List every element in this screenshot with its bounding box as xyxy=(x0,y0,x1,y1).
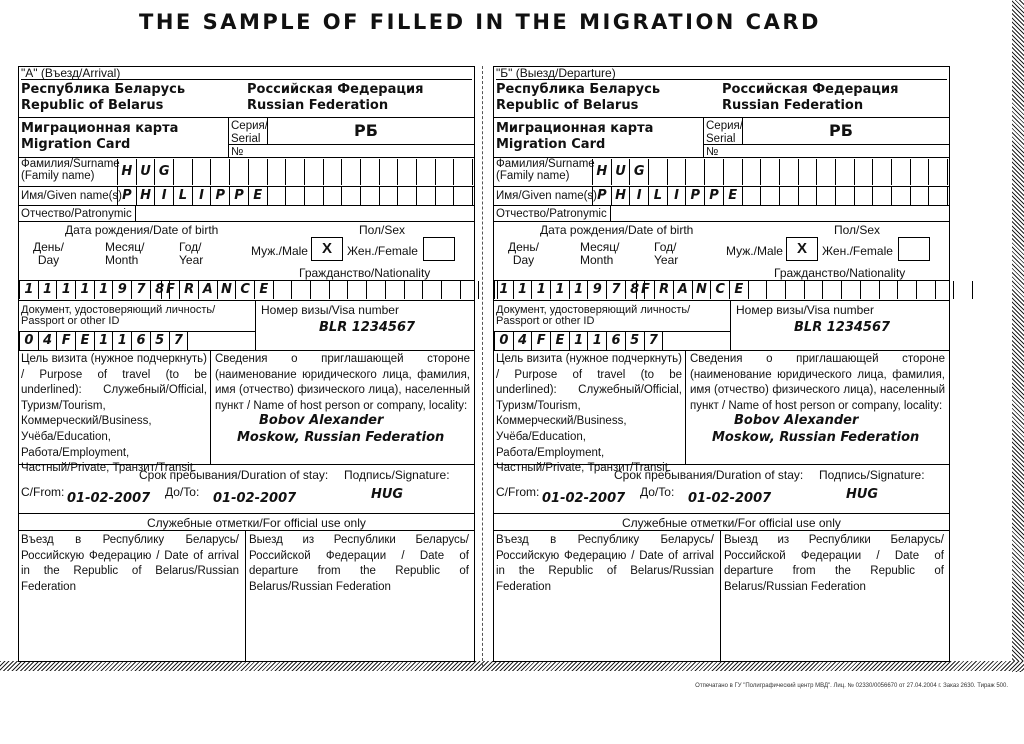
char-cell[interactable] xyxy=(836,159,855,185)
char-cell[interactable] xyxy=(855,186,874,205)
char-cell[interactable]: 1 xyxy=(495,281,514,299)
char-cell[interactable] xyxy=(668,159,687,185)
char-cell[interactable] xyxy=(286,159,305,185)
char-cell[interactable]: H xyxy=(137,186,156,205)
nationality-label: Гражданство/Nationality xyxy=(774,266,906,280)
char-cell[interactable] xyxy=(892,186,911,205)
host-name: Bobov Alexander xyxy=(734,413,859,428)
exit-date-box[interactable]: Выезд из Республики Беларусь/Российской Федерации / Date of departure from the Republic of Belarus/Russian Federation xyxy=(249,534,469,593)
char-cell[interactable] xyxy=(823,281,842,299)
male-checkbox[interactable]: X xyxy=(786,237,818,261)
char-cell[interactable]: P xyxy=(593,186,612,205)
char-cell[interactable]: N xyxy=(218,281,237,299)
char-cell[interactable]: C xyxy=(236,281,255,299)
day-label: День/ Day xyxy=(33,240,65,267)
host-text: Сведения о приглашающей стороне (наименование юридического лица, фамилия, имя (отчество) физического лица), населенный пункт / Name of host person or company, locality: xyxy=(215,353,470,412)
char-cell[interactable] xyxy=(892,159,911,185)
serial-value: РБ xyxy=(354,121,378,140)
exit-date-box[interactable]: Выезд из Республики Беларусь/Российской Федерации / Date of departure from the Republic of Belarus/Russian Federation xyxy=(724,534,944,593)
char-cell[interactable] xyxy=(898,281,917,299)
char-cell[interactable] xyxy=(749,281,768,299)
char-cell[interactable] xyxy=(305,186,324,205)
issuer-block: Республика Беларусь Republic of Belarus xyxy=(21,82,186,113)
rule-line xyxy=(19,300,474,301)
char-cell[interactable] xyxy=(929,159,948,185)
visa-label: Номер визы/Visa number xyxy=(261,303,399,317)
char-cell[interactable] xyxy=(398,186,417,205)
char-cell[interactable] xyxy=(305,159,324,185)
char-cell[interactable]: 1 xyxy=(95,331,114,350)
rule-line xyxy=(703,117,704,157)
char-cell[interactable]: 1 xyxy=(113,331,132,350)
from-date: 01-02-2007 xyxy=(67,491,151,506)
surname-cells xyxy=(117,159,473,185)
from-date: 01-02-2007 xyxy=(542,491,626,506)
char-cell[interactable] xyxy=(274,281,293,299)
visa-number: BLR 1234567 xyxy=(794,320,891,335)
dob-label: Дата рождения/Date of birth xyxy=(540,223,694,237)
char-cell[interactable] xyxy=(454,159,473,185)
char-cell[interactable] xyxy=(743,159,762,185)
rule-line xyxy=(245,530,246,661)
char-cell[interactable] xyxy=(873,186,892,205)
char-cell[interactable] xyxy=(268,186,287,205)
rule-line xyxy=(494,464,949,465)
official-use-label: Служебные отметки/For official use only xyxy=(622,516,841,530)
char-cell[interactable]: E xyxy=(730,281,749,299)
rule-line xyxy=(494,117,949,118)
char-cell[interactable]: E xyxy=(551,331,570,350)
char-cell[interactable]: 9 xyxy=(588,281,607,299)
char-cell[interactable] xyxy=(855,159,874,185)
rule-line xyxy=(720,530,721,661)
char-cell[interactable]: 5 xyxy=(626,331,645,350)
rule-line xyxy=(228,117,229,157)
char-cell[interactable]: F xyxy=(57,331,76,350)
char-cell[interactable] xyxy=(342,186,361,205)
char-cell[interactable]: 1 xyxy=(551,281,570,299)
char-cell[interactable]: P xyxy=(686,186,705,205)
char-cell[interactable] xyxy=(330,281,349,299)
signature-value: HUG xyxy=(371,487,404,502)
char-cell[interactable] xyxy=(461,281,480,299)
char-cell[interactable] xyxy=(743,186,762,205)
to-label: До/To: xyxy=(165,485,200,499)
char-cell[interactable]: 9 xyxy=(113,281,132,299)
given-name-label: Имя/Given name(s) xyxy=(496,190,598,202)
char-cell[interactable] xyxy=(324,159,343,185)
char-cell[interactable]: N xyxy=(693,281,712,299)
id-label: Документ, удостоверяющий личность/ Passport or other ID xyxy=(21,304,216,327)
char-cell[interactable]: 1 xyxy=(514,281,533,299)
entry-date-box[interactable]: Въезд в Республику Беларусь/Российскую Федерацию / Date of arrival in the Republic of Belarus/Russian Federation xyxy=(496,534,714,593)
char-cell[interactable] xyxy=(724,159,743,185)
char-cell[interactable] xyxy=(268,159,287,185)
char-cell[interactable] xyxy=(767,281,786,299)
rule-line xyxy=(19,350,474,351)
char-cell[interactable]: E xyxy=(76,331,95,350)
char-cell[interactable]: P xyxy=(230,186,249,205)
char-cell[interactable] xyxy=(442,281,461,299)
to-date: 01-02-2007 xyxy=(213,491,297,506)
id-cells xyxy=(19,331,188,350)
char-cell[interactable]: I xyxy=(193,186,212,205)
char-cell[interactable]: L xyxy=(649,186,668,205)
purpose-text: Цель визита (нужное подчеркнуть) / Purpose of travel (to be underlined): Служебный/Official, Туризм/Tourism, Коммерческий/Business, Учёба/Education, Работа/Employment, Частный/Private, Транзит/Transit xyxy=(496,353,682,475)
char-cell[interactable] xyxy=(880,281,899,299)
given-name-cells xyxy=(117,186,473,205)
char-cell[interactable] xyxy=(348,281,367,299)
char-cell[interactable]: F xyxy=(532,331,551,350)
host-name: Bobov Alexander xyxy=(259,413,384,428)
visa-label: Номер визы/Visa number xyxy=(736,303,874,317)
char-cell[interactable]: 1 xyxy=(588,331,607,350)
signature-label: Подпись/Signature: xyxy=(819,468,925,482)
char-cell[interactable]: 1 xyxy=(20,281,39,299)
char-cell[interactable]: 1 xyxy=(532,281,551,299)
month-label: Месяц/ Month xyxy=(580,240,620,267)
female-label: Жен./Female xyxy=(347,244,418,258)
char-cell[interactable] xyxy=(361,186,380,205)
char-cell[interactable] xyxy=(911,186,930,205)
char-cell[interactable]: C xyxy=(711,281,730,299)
nationality-cells xyxy=(161,281,498,299)
rule-line xyxy=(742,117,743,144)
char-cell[interactable]: 1 xyxy=(76,281,95,299)
sex-label: Пол/Sex xyxy=(359,223,406,237)
rule-line xyxy=(267,117,268,144)
serial-value: РБ xyxy=(829,121,853,140)
char-cell[interactable] xyxy=(324,186,343,205)
char-cell[interactable]: 7 xyxy=(132,281,151,299)
number-label: № xyxy=(706,146,719,158)
serial-label: Серия/ Serial xyxy=(231,120,268,145)
female-checkbox[interactable] xyxy=(898,237,930,261)
rule-line xyxy=(494,205,949,206)
char-cell[interactable]: P xyxy=(705,186,724,205)
char-cell[interactable] xyxy=(780,186,799,205)
char-cell[interactable] xyxy=(761,186,780,205)
char-cell[interactable]: E xyxy=(249,186,268,205)
surname-label: Фамилия/Surname (Family name) xyxy=(496,158,595,182)
char-cell[interactable]: 6 xyxy=(132,331,151,350)
dob-cells xyxy=(494,281,645,299)
char-cell[interactable] xyxy=(929,186,948,205)
rule-line xyxy=(19,205,474,206)
char-cell[interactable] xyxy=(417,186,436,205)
surname-cells xyxy=(592,159,948,185)
host-text: Сведения о приглашающей стороне (наименование юридического лица, фамилия, имя (отчество) физического лица), населенный пункт / Name of host person or company, locality: xyxy=(690,353,945,412)
char-cell[interactable] xyxy=(286,186,305,205)
char-cell[interactable]: 6 xyxy=(607,331,626,350)
number-label: № xyxy=(231,146,244,158)
to-label: До/To: xyxy=(640,485,675,499)
card-header: "Б" (Выезд/Departure) xyxy=(496,67,947,80)
card-header: "A" (Въезд/Arrival) xyxy=(21,67,472,80)
char-cell[interactable] xyxy=(761,159,780,185)
nationality-cells xyxy=(636,281,973,299)
card-type: Миграционная карта Migration Card xyxy=(496,121,654,152)
host-locality: Moskow, Russian Federation xyxy=(237,430,445,445)
card-arrival xyxy=(18,66,475,662)
rule-line xyxy=(494,300,949,301)
char-cell[interactable]: R xyxy=(655,281,674,299)
char-cell[interactable]: 7 xyxy=(645,331,664,350)
char-cell[interactable]: L xyxy=(174,186,193,205)
char-cell[interactable] xyxy=(836,186,855,205)
char-cell[interactable]: 1 xyxy=(95,281,114,299)
official-use-label: Служебные отметки/For official use only xyxy=(147,516,366,530)
char-cell[interactable] xyxy=(230,159,249,185)
female-checkbox[interactable] xyxy=(423,237,455,261)
char-cell[interactable] xyxy=(936,281,955,299)
rule-line xyxy=(494,513,949,514)
char-cell[interactable] xyxy=(367,281,386,299)
char-cell[interactable] xyxy=(249,159,268,185)
rule-line xyxy=(19,221,474,222)
print-footer: Отпечатано в ГУ "Полиграфический центр МВД". Лиц. № 02330/0056670 от 27.04.2004 г. Заказ 2630. Тираж 500. xyxy=(695,683,1008,689)
char-cell[interactable] xyxy=(454,186,473,205)
char-cell[interactable] xyxy=(705,159,724,185)
given-name-label: Имя/Given name(s) xyxy=(21,190,123,202)
rule-line xyxy=(19,513,474,514)
nationality-label: Гражданство/Nationality xyxy=(299,266,431,280)
visa-number: BLR 1234567 xyxy=(319,320,416,335)
char-cell[interactable] xyxy=(799,186,818,205)
char-cell[interactable] xyxy=(805,281,824,299)
char-cell[interactable] xyxy=(380,159,399,185)
issuer-block: Республика Беларусь Republic of Belarus xyxy=(496,82,661,113)
char-cell[interactable]: 8 xyxy=(151,281,170,299)
char-cell[interactable]: A xyxy=(674,281,693,299)
rule-line xyxy=(730,300,731,350)
serial-label: Серия/ Serial xyxy=(706,120,743,145)
rule-line xyxy=(19,117,474,118)
char-cell[interactable] xyxy=(211,159,230,185)
char-cell[interactable]: F xyxy=(162,281,181,299)
char-cell[interactable] xyxy=(342,159,361,185)
char-cell[interactable]: G xyxy=(630,159,649,185)
patronymic-label: Отчество/Patronymic xyxy=(21,208,132,220)
month-label: Месяц/ Month xyxy=(105,240,145,267)
char-cell[interactable] xyxy=(423,281,442,299)
char-cell[interactable]: P xyxy=(211,186,230,205)
char-cell[interactable] xyxy=(417,159,436,185)
char-cell[interactable]: 1 xyxy=(39,281,58,299)
char-cell[interactable] xyxy=(780,159,799,185)
rule-line xyxy=(255,300,256,350)
rule-line xyxy=(210,350,211,464)
year-label: Год/ Year xyxy=(654,240,679,267)
char-cell[interactable]: 0 xyxy=(495,331,514,350)
char-cell[interactable]: H xyxy=(593,159,612,185)
char-cell[interactable]: U xyxy=(137,159,156,185)
char-cell[interactable]: U xyxy=(612,159,631,185)
rule-line xyxy=(610,205,611,221)
male-checkbox[interactable]: X xyxy=(311,237,343,261)
dob-cells xyxy=(19,281,170,299)
char-cell[interactable] xyxy=(292,281,311,299)
char-cell[interactable] xyxy=(398,159,417,185)
char-cell[interactable] xyxy=(799,159,818,185)
char-cell[interactable]: 5 xyxy=(151,331,170,350)
char-cell[interactable] xyxy=(817,159,836,185)
char-cell[interactable] xyxy=(917,281,936,299)
char-cell[interactable] xyxy=(954,281,973,299)
rule-line xyxy=(494,221,949,222)
rule-line xyxy=(494,350,949,351)
year-label: Год/ Year xyxy=(179,240,204,267)
char-cell[interactable]: 7 xyxy=(607,281,626,299)
char-cell[interactable]: I xyxy=(155,186,174,205)
rule-line xyxy=(19,464,474,465)
char-cell[interactable]: 1 xyxy=(570,281,589,299)
stay-label: Срок пребывания/Duration of stay: xyxy=(614,468,804,482)
federation-block: Российская Федерация Russian Federation xyxy=(722,82,899,113)
card-type: Миграционная карта Migration Card xyxy=(21,121,179,152)
dob-label: Дата рождения/Date of birth xyxy=(65,223,219,237)
char-cell[interactable] xyxy=(193,159,212,185)
char-cell[interactable] xyxy=(842,281,861,299)
from-label: С/From: xyxy=(496,485,540,499)
rule-line xyxy=(19,530,474,531)
char-cell[interactable]: 0 xyxy=(20,331,39,350)
day-label: День/ Day xyxy=(508,240,540,267)
rule-line xyxy=(685,350,686,464)
char-cell[interactable]: 4 xyxy=(39,331,58,350)
sex-label: Пол/Sex xyxy=(834,223,881,237)
char-cell[interactable]: P xyxy=(118,186,137,205)
char-cell[interactable] xyxy=(911,159,930,185)
card-departure xyxy=(493,66,950,662)
char-cell[interactable]: F xyxy=(637,281,656,299)
from-label: С/From: xyxy=(21,485,65,499)
perforated-edge xyxy=(1012,0,1024,672)
char-cell[interactable]: 4 xyxy=(514,331,533,350)
given-name-cells xyxy=(592,186,948,205)
to-date: 01-02-2007 xyxy=(688,491,772,506)
char-cell[interactable]: 1 xyxy=(57,281,76,299)
char-cell[interactable] xyxy=(380,186,399,205)
char-cell[interactable]: G xyxy=(155,159,174,185)
char-cell[interactable] xyxy=(649,159,668,185)
perforated-bottom-edge xyxy=(0,661,1024,671)
entry-date-box[interactable]: Въезд в Республику Беларусь/Российскую Федерацию / Date of arrival in the Republic of Belarus/Russian Federation xyxy=(21,534,239,593)
char-cell[interactable]: 8 xyxy=(626,281,645,299)
char-cell[interactable]: R xyxy=(180,281,199,299)
char-cell[interactable]: A xyxy=(199,281,218,299)
char-cell[interactable] xyxy=(786,281,805,299)
char-cell[interactable] xyxy=(873,159,892,185)
char-cell[interactable]: H xyxy=(118,159,137,185)
male-label: Муж./Male xyxy=(726,244,783,258)
char-cell[interactable] xyxy=(311,281,330,299)
char-cell[interactable] xyxy=(436,186,455,205)
char-cell[interactable] xyxy=(817,186,836,205)
page-title: THE SAMPLE OF FILLED IN THE MIGRATION CARD xyxy=(139,10,821,34)
tear-line xyxy=(482,66,483,666)
char-cell[interactable] xyxy=(386,281,405,299)
rule-line xyxy=(494,530,949,531)
id-label: Документ, удостоверяющий личность/ Passport or other ID xyxy=(496,304,691,327)
char-cell[interactable]: E xyxy=(255,281,274,299)
char-cell[interactable]: H xyxy=(612,186,631,205)
char-cell[interactable]: 1 xyxy=(570,331,589,350)
surname-label: Фамилия/Surname (Family name) xyxy=(21,158,120,182)
signature-value: HUG xyxy=(846,487,879,502)
char-cell[interactable] xyxy=(436,159,455,185)
host-locality: Moskow, Russian Federation xyxy=(712,430,920,445)
patronymic-label: Отчество/Patronymic xyxy=(496,208,607,220)
char-cell[interactable] xyxy=(174,159,193,185)
char-cell[interactable]: E xyxy=(724,186,743,205)
stay-label: Срок пребывания/Duration of stay: xyxy=(139,468,329,482)
char-cell[interactable] xyxy=(686,159,705,185)
id-cells xyxy=(494,331,663,350)
male-label: Муж./Male xyxy=(251,244,308,258)
signature-label: Подпись/Signature: xyxy=(344,468,450,482)
char-cell[interactable]: 7 xyxy=(170,331,189,350)
female-label: Жен./Female xyxy=(822,244,893,258)
char-cell[interactable] xyxy=(361,159,380,185)
char-cell[interactable] xyxy=(405,281,424,299)
char-cell[interactable]: I xyxy=(630,186,649,205)
char-cell[interactable] xyxy=(861,281,880,299)
rule-line xyxy=(135,205,136,221)
federation-block: Российская Федерация Russian Federation xyxy=(247,82,424,113)
char-cell[interactable]: I xyxy=(668,186,687,205)
purpose-text: Цель визита (нужное подчеркнуть) / Purpose of travel (to be underlined): Служебный/Official, Туризм/Tourism, Коммерческий/Business, Учёба/Education, Работа/Employment, Частный/Private, Транзит/Transit xyxy=(21,353,207,475)
